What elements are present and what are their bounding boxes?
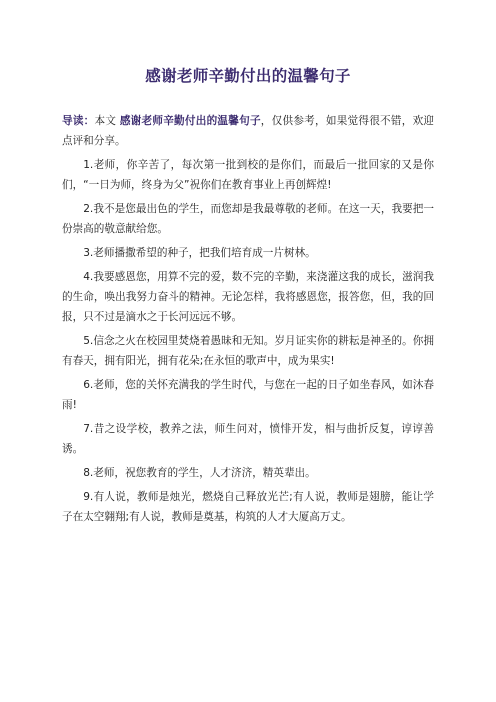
list-item-1: 1.老师，你辛苦了，每次第一批到校的是你们，而最后一批回家的又是你们，“一日为师，终身为父”祝你们在教育事业上再创辉煌! <box>62 159 434 191</box>
list-item-5: 5.信念之火在校园里焚烧着愚昧和无知。岁月证实你的耕耘是神圣的。你拥有春天，拥有阳光，拥有花朵;在永恒的歌声中，成为果实! <box>62 335 434 367</box>
list-item-7: 7.昔之设学校，教养之法，师生问对，愤悱开发，相与曲折反复，谆谆善诱。 <box>62 423 434 455</box>
intro-ref-title: 感谢老师辛勤付出的温馨句子 <box>119 115 261 127</box>
intro-prefix: 本文 <box>94 115 117 127</box>
list-item-6: 6.老师，您的关怀充满我的学生时代，与您在一起的日子如坐春风，如沐春雨! <box>62 379 434 411</box>
list-item-9: 9.有人说，教师是烛光，燃烧自己释放光芒;有人说，教师是翅膀，能让学子在太空翱翔;有人说，教师是奠基，构筑的人才大厦高万丈。 <box>62 491 434 523</box>
document-title: 感谢老师辛勤付出的温馨句子 <box>145 67 351 85</box>
intro-paragraph <box>62 111 434 151</box>
list-item-3: 3.老师播撒希望的种子，把我们培育成一片树林。 <box>83 247 316 259</box>
list-item-8: 8.老师，祝您教育的学生，人才济济，精英辈出。 <box>83 467 316 479</box>
intro-label: 导读： <box>62 115 95 127</box>
intro-suffix: ，仅供参考，如果觉得很不错，欢迎点评和分享。 <box>62 115 435 147</box>
list-item-2: 2.我不是您最出色的学生，而您却是我最尊敬的老师。在这一天，我要把一份崇高的敬意献给您。 <box>62 203 434 235</box>
list-item-4: 4.我要感恩您，用算不完的爱，数不完的辛勤，来浇灌这我的成长，滋润我的生命，唤出我努力奋斗的精神。无论怎样，我将感恩您，报答您，但，我的回报，只不过是滴水之于长河远远不够。 <box>62 271 434 323</box>
